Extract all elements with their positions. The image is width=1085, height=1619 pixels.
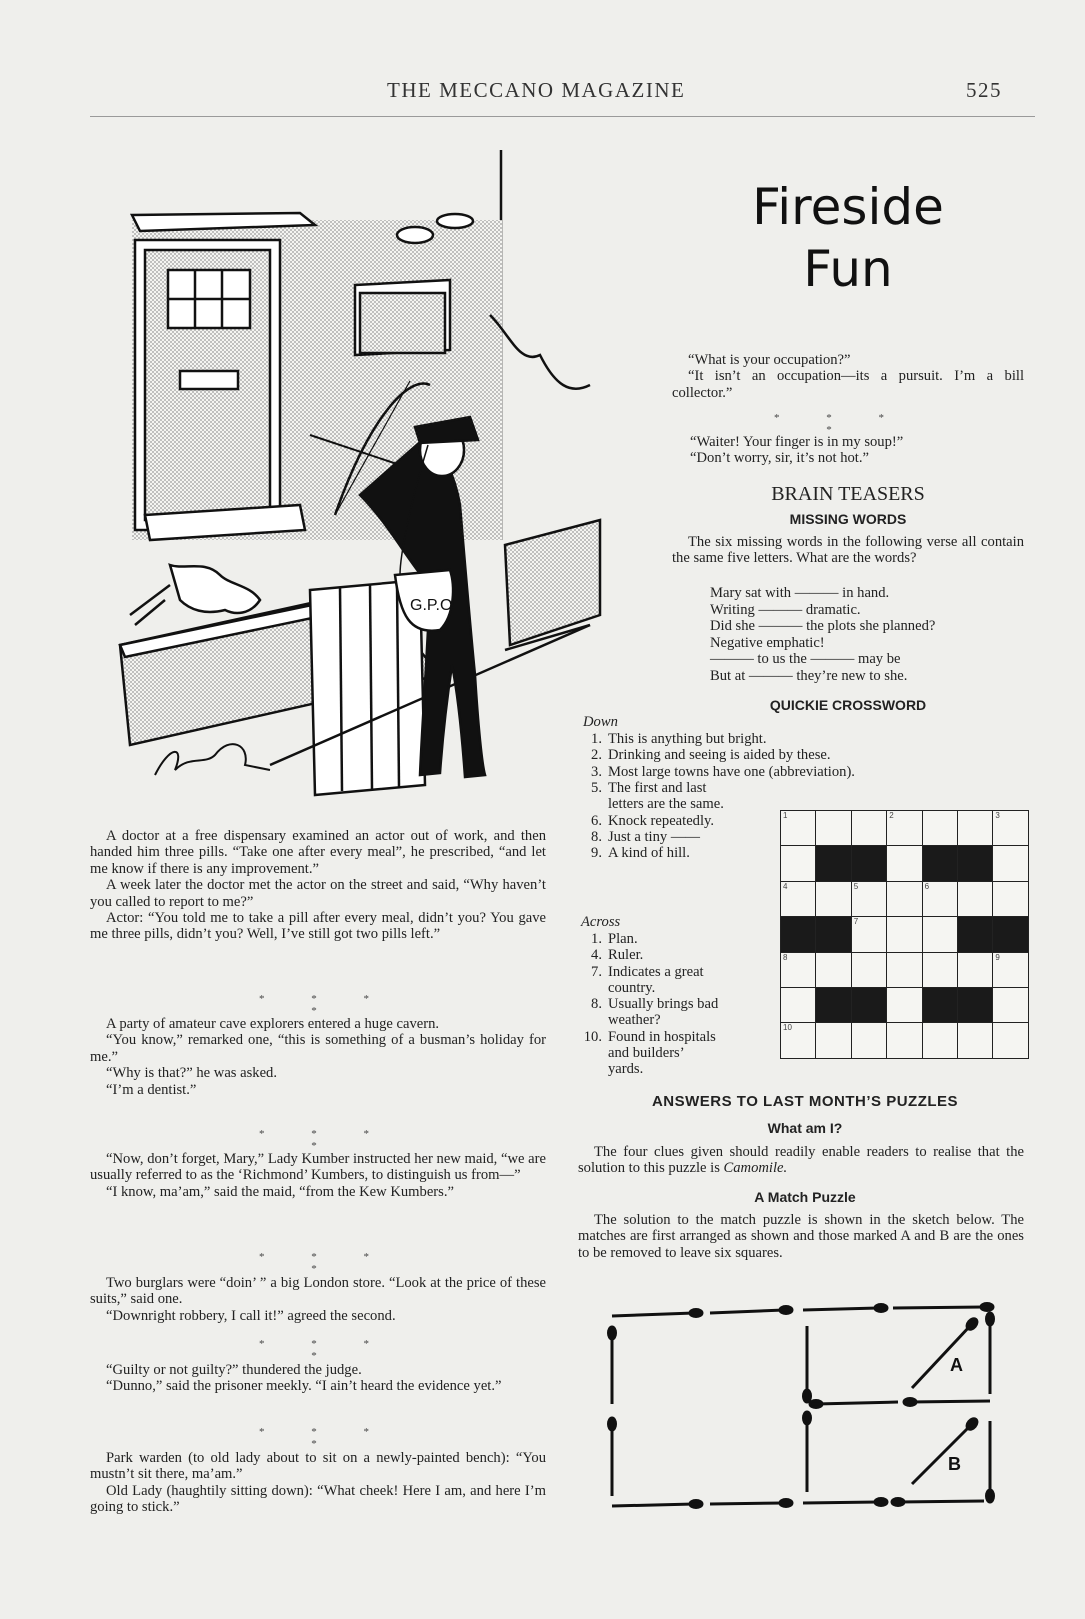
crossword-black-cell: [851, 987, 887, 1023]
verse-line: ——— to us the ——— may be: [710, 651, 901, 668]
match-puzzle-heading: A Match Puzzle: [754, 1189, 856, 1205]
joke-occupation: [672, 352, 1024, 401]
joke-line: A doctor at a free dispensary examined an actor out of work, and then handed him three pills. “Take one after every meal”, he prescribed, “and let me know if there is any improvement.”: [90, 828, 546, 877]
crossword-cell: [957, 952, 993, 988]
joke-line: “Now, don’t forget, Mary,” Lady Kumber instructed her new maid, “we are usually referred to as the ‘Richmond’ Kumbers, to distinguish us from—”: [90, 1151, 546, 1184]
joke-doctor: [90, 828, 546, 943]
crossword-black-cell: [957, 845, 993, 881]
crossword-cell: [815, 881, 851, 917]
crossword-number: 2: [889, 811, 894, 820]
crossword-number: 3: [995, 811, 1000, 820]
joke-line: “What is your occupation?”: [688, 352, 851, 368]
page-number: 525: [966, 78, 1002, 102]
crossword-cell: [780, 987, 816, 1023]
header-rule: [90, 116, 1035, 117]
crossword-cell: [886, 1022, 922, 1058]
joke-line: “Waiter! Your finger is in my soup!”: [690, 434, 904, 450]
joke-burglars: [90, 1275, 546, 1324]
what-am-i-heading: What am I?: [767, 1120, 843, 1136]
joke-judge: [90, 1362, 546, 1395]
crossword-cell: [922, 952, 958, 988]
crossword-cell: [992, 987, 1028, 1023]
crossword-black-cell: [922, 845, 958, 881]
missing-words-intro: The six missing words in the following verse all contain the same five letters. What are the words?: [672, 534, 1024, 567]
clue-down-6: 6. Knock repeatedly.: [591, 812, 715, 829]
crossword-cell: [886, 881, 922, 917]
crossword-black-cell: [957, 987, 993, 1023]
match-puzzle-answer: The solution to the match puzzle is shown in the sketch below. The matches are first arranged as shown and those marked A and B are the ones to be removed to leave six squares.: [578, 1212, 1024, 1261]
joke-line: “It isn’t an occupation—its a pursuit. I’m a bill collector.”: [672, 368, 1024, 401]
crossword-cell: [922, 810, 958, 846]
solution-word: Camomile.: [723, 1160, 788, 1177]
joke-line: “I know, ma’am,” said the maid, “from the Kew Kumbers.”: [106, 1183, 454, 1200]
crossword-cell: [780, 845, 816, 881]
crossword-cell: [992, 881, 1028, 917]
crossword-black-cell: [922, 987, 958, 1023]
crossword-cell: [851, 952, 887, 988]
cartoon-illustration: [110, 145, 630, 815]
joke-line: “Dunno,” said the prisoner meekly. “I ain’t heard the evidence yet.”: [106, 1378, 502, 1395]
verse-line: Writing ——— dramatic.: [710, 601, 861, 618]
crossword-black-cell: [851, 845, 887, 881]
crossword-cell: [992, 1022, 1028, 1058]
crossword-number: 7: [853, 917, 859, 927]
crossword-number: 10: [783, 1023, 792, 1033]
crossword-cell: [851, 810, 887, 846]
joke-line: Actor: “You told me to take a pill after every meal, didn’t you? You gave me three pills, didn’t you? Well, I’ve still got two pills left.”: [90, 910, 546, 943]
down-clues-top: [568, 731, 988, 780]
crossword-cell: [815, 952, 851, 988]
clue-across-4: 4. Ruler.: [591, 947, 644, 964]
clue-down-9: 9. A kind of hill.: [591, 845, 690, 862]
across-clues: [568, 931, 748, 1078]
crossword-black-cell: [815, 845, 851, 881]
crossword-cell: [957, 810, 993, 846]
verse-line: Did she ——— the plots she planned?: [710, 618, 936, 635]
clue-across-7: 7. Indicates a great country.: [591, 963, 704, 996]
clue-down-5: 5. The first and last letters are the same.: [591, 780, 724, 813]
separator-stars: * * * *: [259, 993, 391, 1017]
joke-kumber: [90, 1151, 546, 1200]
crossword-grid: [780, 810, 1028, 1062]
separator-stars: * * * *: [259, 1251, 391, 1275]
page-title: [728, 176, 968, 300]
verse-line: Mary sat with ——— in hand.: [710, 585, 890, 601]
crossword-cell: [957, 881, 993, 917]
match-label-a: A: [950, 1355, 963, 1375]
joke-line: A week later the doctor met the actor on the street and said, “Why haven’t you called to report to me?”: [90, 877, 546, 910]
verse-line: Negative emphatic!: [710, 634, 825, 651]
crossword-number: 1: [783, 811, 788, 820]
clue-across-10: 10. Found in hospitals and builders’ yards.: [583, 1028, 716, 1078]
clue-down-8: 8. Just a tiny ——: [591, 828, 701, 845]
what-am-i-answer: The four clues given should readily enable readers to realise that the solution to this puzzle is Camomile.: [578, 1144, 1024, 1177]
joke-line: “Downright robbery, I call it!” agreed the second.: [106, 1307, 396, 1324]
crossword-cell: [992, 845, 1028, 881]
joke-waiter: [690, 434, 1024, 467]
down-clues-bottom: [568, 780, 748, 861]
separator-stars: * * * *: [774, 412, 906, 436]
joke-cave: [90, 1016, 546, 1098]
missing-words-heading: MISSING WORDS: [789, 511, 907, 527]
clue-across-1: 1. Plan.: [591, 931, 638, 947]
match-puzzle-diagram: [598, 1296, 1018, 1516]
crossword-cell: [815, 1022, 851, 1058]
joke-line: Two burglars were “doin’ ” a big London store. “Look at the price of these suits,” said one.: [90, 1275, 546, 1308]
clue-down-3: 3. Most large towns have one (abbreviation).: [591, 763, 855, 780]
brain-teasers-heading: BRAIN TEASERS: [771, 483, 925, 505]
crossword-heading: QUICKIE CROSSWORD: [769, 697, 927, 713]
crossword-cell: [957, 1022, 993, 1058]
joke-line: A party of amateur cave explorers entered a huge cavern.: [106, 1016, 440, 1032]
joke-line: Park warden (to old lady about to sit on a newly-painted bench): “You mustn’t sit there, ma’am.”: [90, 1450, 546, 1483]
clue-down-1: 1. This is anything but bright.: [591, 731, 767, 747]
crossword-cell: [886, 845, 922, 881]
answers-heading: ANSWERS TO LAST MONTH’S PUZZLES: [651, 1093, 959, 1110]
joke-line: “Don’t worry, sir, it’s not hot.”: [690, 450, 869, 467]
crossword-number: 4: [783, 881, 788, 891]
joke-line: Old Lady (haughtily sitting down): “What cheek! Here I am, and here I’m going to stick.”: [90, 1482, 546, 1516]
crossword-number: 8: [783, 952, 788, 962]
crossword-cell: [886, 987, 922, 1023]
crossword-cell: [886, 952, 922, 988]
title-line-1: Fireside: [752, 178, 944, 236]
down-label: Down: [583, 714, 618, 730]
joke-line: “I’m a dentist.”: [106, 1081, 197, 1098]
crossword-black-cell: [815, 987, 851, 1023]
crossword-number: 6: [924, 881, 930, 891]
crossword-cell: [815, 810, 851, 846]
crossword-black-cell: [957, 916, 993, 952]
clue-down-2: 2. Drinking and seeing is aided by these.: [591, 747, 831, 764]
title-line-2: Fun: [803, 240, 893, 298]
joke-line: “Why is that?” he was asked.: [106, 1065, 278, 1082]
crossword-black-cell: [992, 916, 1028, 952]
missing-words-verse: [710, 585, 1030, 685]
crossword-number: 9: [995, 952, 1000, 962]
crossword-black-cell: [815, 916, 851, 952]
separator-stars: * * * *: [259, 1128, 391, 1152]
verse-line: But at ——— they’re new to she.: [710, 667, 908, 684]
crossword-black-cell: [780, 916, 816, 952]
separator-stars: * * * *: [259, 1426, 391, 1450]
crossword-cell: [886, 916, 922, 952]
across-label: Across: [581, 914, 621, 930]
crossword-cell: [851, 1022, 887, 1058]
joke-line: “You know,” remarked one, “this is something of a busman’s holiday for me.”: [90, 1032, 546, 1065]
bag-label: G.P.O: [410, 597, 453, 614]
crossword-cell: [922, 916, 958, 952]
magazine-title: THE MECCANO MAGAZINE: [387, 78, 686, 102]
match-label-b: B: [948, 1454, 961, 1474]
clue-across-8: 8. Usually brings bad weather?: [591, 996, 719, 1029]
crossword-cell: [922, 1022, 958, 1058]
joke-park: [90, 1450, 546, 1516]
crossword-number: 5: [853, 881, 859, 891]
joke-line: “Guilty or not guilty?” thundered the judge.: [106, 1362, 362, 1378]
separator-stars: * * * *: [259, 1338, 391, 1362]
